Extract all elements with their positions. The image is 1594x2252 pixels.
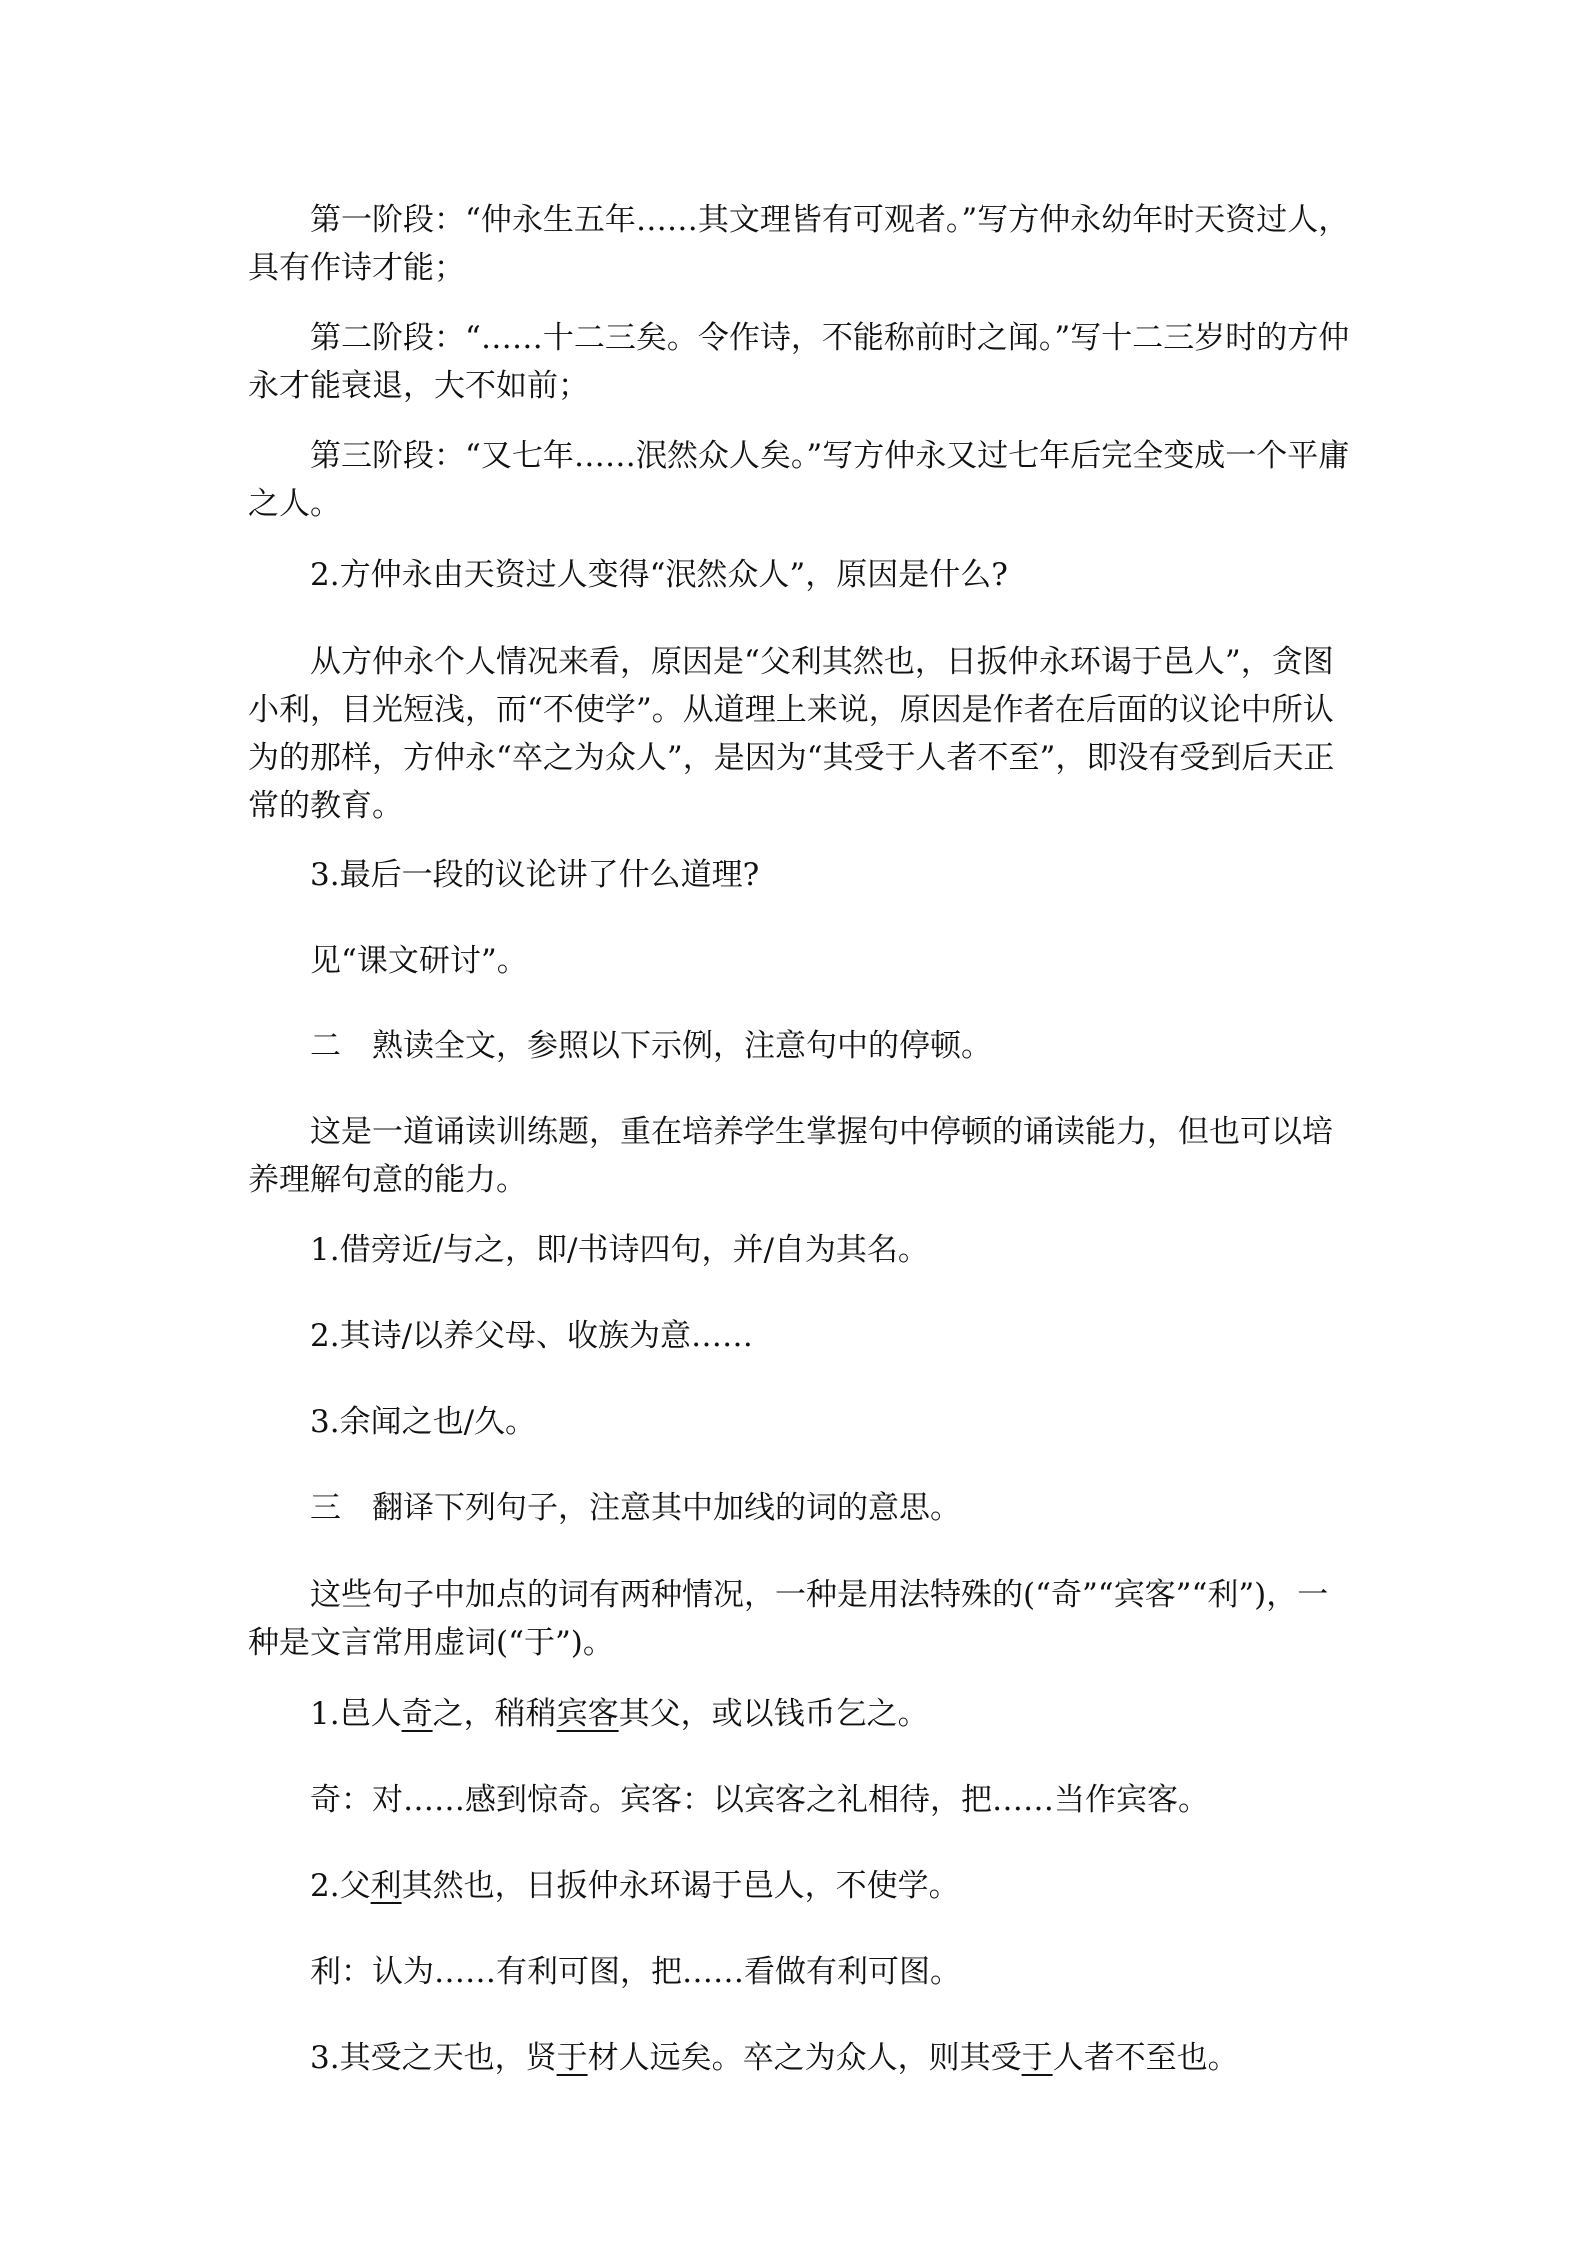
underlined-word: 奇 — [401, 1696, 433, 1732]
underlined-word: 于 — [556, 2040, 588, 2076]
question-3: 3.最后一段的议论讲了什么道理? — [310, 857, 760, 893]
pause-example-1: 1.借旁近/与之，即/书诗四句，并/自为其名。 — [310, 1232, 929, 1268]
underlined-word: 利 — [370, 1868, 402, 1904]
underlined-word: 宾客 — [556, 1696, 619, 1732]
section-3-intro: 这些句子中加点的词有两种情况，一种是用法特殊的(“奇”“宾客”“利”)，一种是文言常用虚词(“于”)。 — [248, 1577, 1329, 1661]
translation-sentence-3: 3.其受之天也，贤于材人远矣。卒之为众人，则其受于人者不至也。 — [310, 2040, 1239, 2076]
section-3-heading: 三 翻译下列句子，注意其中加线的词的意思。 — [310, 1490, 961, 1526]
paragraph-stage-2: 第二阶段：“……十二三矣。令作诗，不能称前时之闻。”写十二三岁时的方仲永才能衰退，大不如前； — [248, 320, 1350, 404]
question-2: 2.方仲永由天资过人变得“泯然众人”，原因是什么? — [310, 557, 1008, 593]
translation-answer-2: 利：认为……有利可图，把……看做有利可图。 — [310, 1954, 961, 1990]
paragraph-stage-1: 第一阶段：“仲永生五年……其文理皆有可观者。”写方仲永幼年时天资过人，具有作诗才能； — [248, 202, 1350, 286]
section-2-heading: 二 熟读全文，参照以下示例，注意句中的停顿。 — [310, 1028, 992, 1064]
translation-sentence-1: 1.邑人奇之，稍稍宾客其父，或以钱币乞之。 — [310, 1696, 929, 1732]
paragraph-stage-3: 第三阶段：“又七年……泯然众人矣。”写方仲永又过七年后完全变成一个平庸之人。 — [248, 438, 1350, 522]
answer-3: 见“课文研讨”。 — [310, 943, 528, 979]
pause-example-3: 3.余闻之也/久。 — [310, 1404, 537, 1440]
section-2-intro: 这是一道诵读训练题，重在培养学生掌握句中停顿的诵读能力，但也可以培养理解句意的能力。 — [248, 1114, 1333, 1198]
translation-sentence-2: 2.父利其然也，日扳仲永环谒于邑人，不使学。 — [310, 1868, 960, 1904]
answer-2: 从方仲永个人情况来看，原因是“父利其然也，日扳仲永环谒于邑人”，贪图小利，目光短浅，而“不使学”。从道理上来说，原因是作者在后面的议论中所认为的那样，方仲永“卒之为众人”，是因为“其受于人者不至”，即没有受到后天正常的教育。 — [248, 644, 1335, 824]
translation-answer-1: 奇：对……感到惊奇。宾客：以宾客之礼相待，把……当作宾客。 — [310, 1782, 1209, 1818]
underlined-word: 于 — [1021, 2040, 1053, 2076]
pause-example-2: 2.其诗/以养父母、收族为意…… — [310, 1318, 754, 1354]
